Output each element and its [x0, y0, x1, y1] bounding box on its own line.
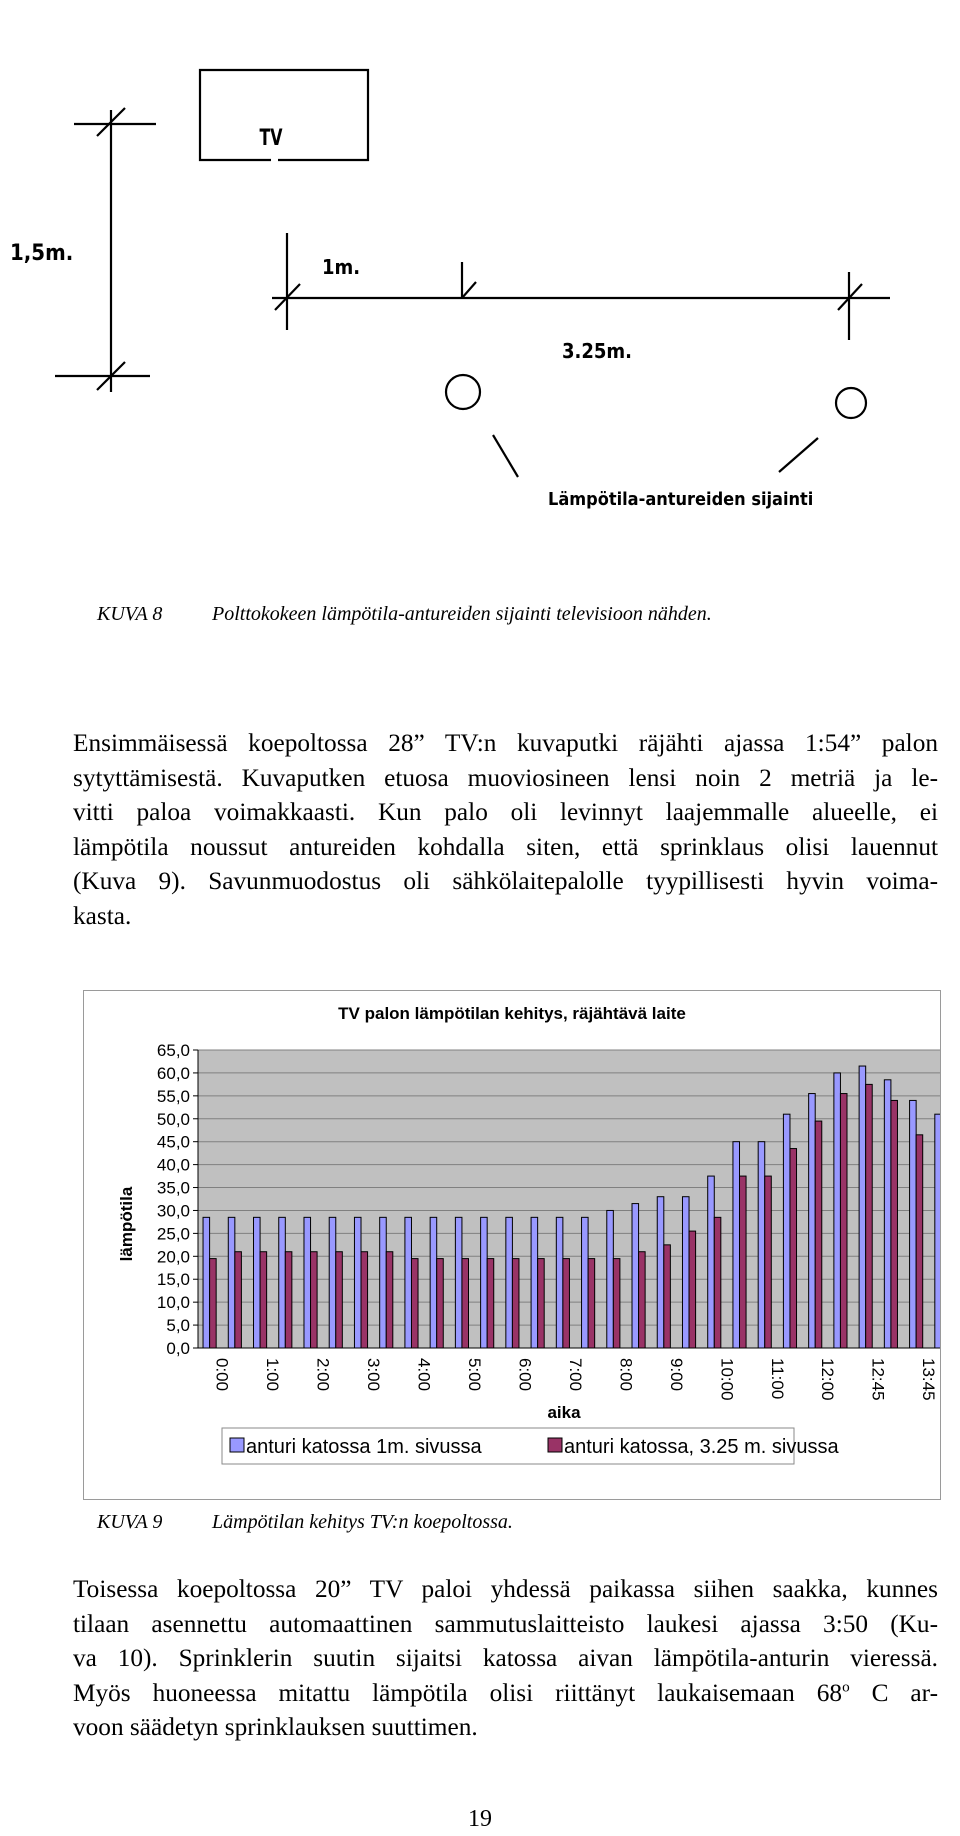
- text-line: lämpötila noussut antureiden kohdalla siten, että sprinklaus olisi lauennut: [73, 832, 938, 861]
- text-line: Myös huoneessa mitattu lämpötila olisi riittänyt laukaisemaan 68$^o$ C ar-: [73, 1678, 938, 1707]
- y-tick-label: 35,0: [156, 1178, 190, 1198]
- bar-series-2: [437, 1259, 444, 1348]
- y-tick-label: 60,0: [156, 1063, 190, 1083]
- text-line: Toisessa koepoltossa 20” TV paloi yhdessä paikassa siihen saakka, kunnes: [73, 1575, 938, 1603]
- chart-title: TV palon lämpötilan kehitys, räjähtävä laite: [338, 1004, 686, 1023]
- bar-series-1: [481, 1217, 488, 1348]
- bar-series-2: [613, 1259, 620, 1348]
- sensor-location-label: Lämpötila-antureiden sijainti: [548, 489, 814, 510]
- bar-series-1: [632, 1204, 639, 1348]
- temperature-chart: [83, 990, 941, 1500]
- bar-series-2: [790, 1149, 797, 1348]
- legend-swatch-series-2: [548, 1438, 562, 1452]
- text-line: va 10). Sprinklerin suutin sijaitsi katossa aivan lämpötila-anturin vieressä.: [73, 1644, 938, 1672]
- caption-label: KUVA 9: [97, 1511, 163, 1533]
- bar-series-2: [311, 1252, 318, 1348]
- chart-legend: [222, 1428, 839, 1464]
- bar-series-1: [279, 1217, 286, 1348]
- bar-series-2: [487, 1259, 494, 1348]
- bar-series-2: [512, 1259, 519, 1348]
- figure-caption-9: [97, 1511, 513, 1534]
- bar-series-2: [235, 1252, 242, 1348]
- bar-series-1: [783, 1114, 790, 1348]
- tv-outline: [200, 70, 368, 160]
- y-tick-label: 5,0: [166, 1316, 190, 1336]
- bar-series-1: [935, 1114, 940, 1348]
- paragraph-1: [73, 726, 938, 933]
- x-tick-label: 12:45: [868, 1358, 888, 1401]
- x-tick-label: 10:00: [717, 1358, 737, 1401]
- figure-caption-8: [97, 603, 712, 626]
- sensor-2-icon: [836, 388, 866, 418]
- bar-series-2: [664, 1245, 671, 1348]
- bar-series-1: [657, 1197, 664, 1348]
- bar-series-1: [329, 1217, 336, 1348]
- bar-series-2: [411, 1259, 418, 1348]
- bar-series-2: [361, 1252, 368, 1348]
- bar-series-1: [354, 1217, 361, 1348]
- bar-series-1: [607, 1210, 614, 1348]
- bar-series-1: [834, 1073, 841, 1348]
- bar-series-1: [708, 1176, 715, 1348]
- bar-series-2: [840, 1094, 847, 1348]
- legend-swatch-series-1: [230, 1438, 244, 1452]
- y-tick-label: 25,0: [156, 1224, 190, 1244]
- bar-series-1: [430, 1217, 437, 1348]
- bar-series-1: [203, 1217, 210, 1348]
- bar-series-2: [386, 1252, 393, 1348]
- tv-label: TV: [259, 125, 283, 151]
- bar-series-2: [916, 1135, 923, 1348]
- bar-series-1: [531, 1217, 538, 1348]
- x-tick-label: 2:00: [313, 1358, 333, 1392]
- bar-series-1: [809, 1094, 816, 1348]
- dist-325m-label: 3.25m.: [562, 339, 632, 363]
- bar-series-2: [588, 1259, 595, 1348]
- bar-series-1: [733, 1142, 740, 1348]
- caption-label: KUVA 8: [97, 603, 163, 625]
- chart-svg: [84, 991, 940, 1499]
- x-tick-label: 13:45: [919, 1358, 939, 1401]
- bar-series-1: [859, 1066, 866, 1348]
- caption-text: Polttokokeen lämpötila-antureiden sijainti televisioon nähden.: [212, 603, 712, 625]
- bar-series-2: [765, 1176, 772, 1348]
- caption-text: Lämpötilan kehitys TV:n koepoltossa.: [212, 1511, 513, 1533]
- x-tick-label: 11:00: [767, 1358, 787, 1400]
- text-line: vitti paloa voimakkaasti. Kun palo oli levinnyt laajemmalle alueelle, ei: [73, 798, 938, 826]
- bar-series-2: [714, 1217, 721, 1348]
- sensor-1-icon: [446, 375, 480, 409]
- bar-series-1: [682, 1197, 689, 1348]
- paragraph-2: [73, 1572, 938, 1745]
- y-tick-label: 45,0: [156, 1132, 190, 1152]
- bar-series-2: [689, 1231, 696, 1348]
- bar-series-1: [758, 1142, 765, 1348]
- x-tick-label: 0:00: [212, 1358, 232, 1392]
- bar-series-2: [891, 1100, 898, 1348]
- page-number: 19: [468, 1806, 492, 1832]
- bar-series-1: [582, 1217, 589, 1348]
- y-tick-label: 20,0: [156, 1247, 190, 1267]
- bar-series-2: [336, 1252, 343, 1348]
- y-tick-label: 50,0: [156, 1109, 190, 1129]
- text-line: Ensimmäisessä koepoltossa 28” TV:n kuvaputki räjähti ajassa 1:54” palon: [73, 729, 938, 757]
- y-tick-label: 30,0: [156, 1201, 190, 1221]
- x-tick-label: 1:00: [263, 1358, 283, 1392]
- y-tick-label: 10,0: [156, 1293, 190, 1313]
- y-tick-label: 0,0: [166, 1339, 190, 1358]
- x-tick-label: 9:00: [666, 1358, 686, 1392]
- y-tick-label: 65,0: [156, 1041, 190, 1060]
- bar-series-1: [228, 1217, 235, 1348]
- x-tick-label: 12:00: [818, 1358, 838, 1401]
- legend-label-series-1: anturi katossa 1m. sivussa: [246, 1436, 482, 1458]
- height-label: 1,5m.: [10, 241, 74, 266]
- bar-series-1: [455, 1217, 462, 1348]
- bar-series-2: [815, 1121, 822, 1348]
- text-line: kasta.: [73, 901, 132, 930]
- y-tick-label: 15,0: [156, 1270, 190, 1290]
- bar-series-2: [538, 1259, 545, 1348]
- x-tick-label: 7:00: [565, 1358, 585, 1392]
- legend-label-series-2: anturi katossa, 3.25 m. sivussa: [564, 1436, 839, 1458]
- bar-series-1: [380, 1217, 387, 1348]
- bar-series-2: [866, 1084, 873, 1348]
- bar-series-2: [639, 1252, 646, 1348]
- text-line: voon säädetyn sprinklauksen suuttimen.: [73, 1713, 478, 1741]
- bar-series-1: [556, 1217, 563, 1348]
- y-tick-label: 55,0: [156, 1086, 190, 1106]
- text-line: tilaan asennettu automaattinen sammutuslaitteisto laukesi ajassa 3:50 (Ku-: [73, 1609, 938, 1638]
- bar-series-1: [304, 1217, 311, 1348]
- bar-series-2: [210, 1259, 217, 1348]
- bar-series-1: [910, 1100, 917, 1348]
- text-line: (Kuva 9). Savunmuodostus oli sähkölaitepalolle tyypillisesti hyvin voima-: [73, 867, 938, 895]
- dist-1m-label: 1m.: [322, 255, 361, 279]
- bar-series-1: [884, 1080, 891, 1348]
- sensor-placement-diagram: [0, 0, 960, 580]
- text-line: sytyttämisestä. Kuvaputken etuosa muoviosineen lensi noin 2 metriä ja le-: [73, 763, 938, 792]
- bar-series-2: [740, 1176, 747, 1348]
- y-axis-label: lämpötila: [117, 1186, 136, 1262]
- bar-series-2: [260, 1252, 267, 1348]
- x-axis-label: aika: [547, 1403, 581, 1422]
- bar-series-1: [405, 1217, 412, 1348]
- bar-series-2: [563, 1259, 570, 1348]
- bar-series-2: [285, 1252, 292, 1348]
- x-tick-label: 3:00: [364, 1358, 384, 1392]
- bar-series-1: [506, 1217, 513, 1348]
- x-tick-label: 8:00: [616, 1358, 636, 1392]
- x-tick-label: 5:00: [464, 1358, 484, 1392]
- x-tick-label: 6:00: [515, 1358, 535, 1392]
- y-tick-label: 40,0: [156, 1155, 190, 1175]
- x-tick-label: 4:00: [414, 1358, 434, 1392]
- bar-series-2: [462, 1259, 469, 1348]
- bar-series-1: [254, 1217, 261, 1348]
